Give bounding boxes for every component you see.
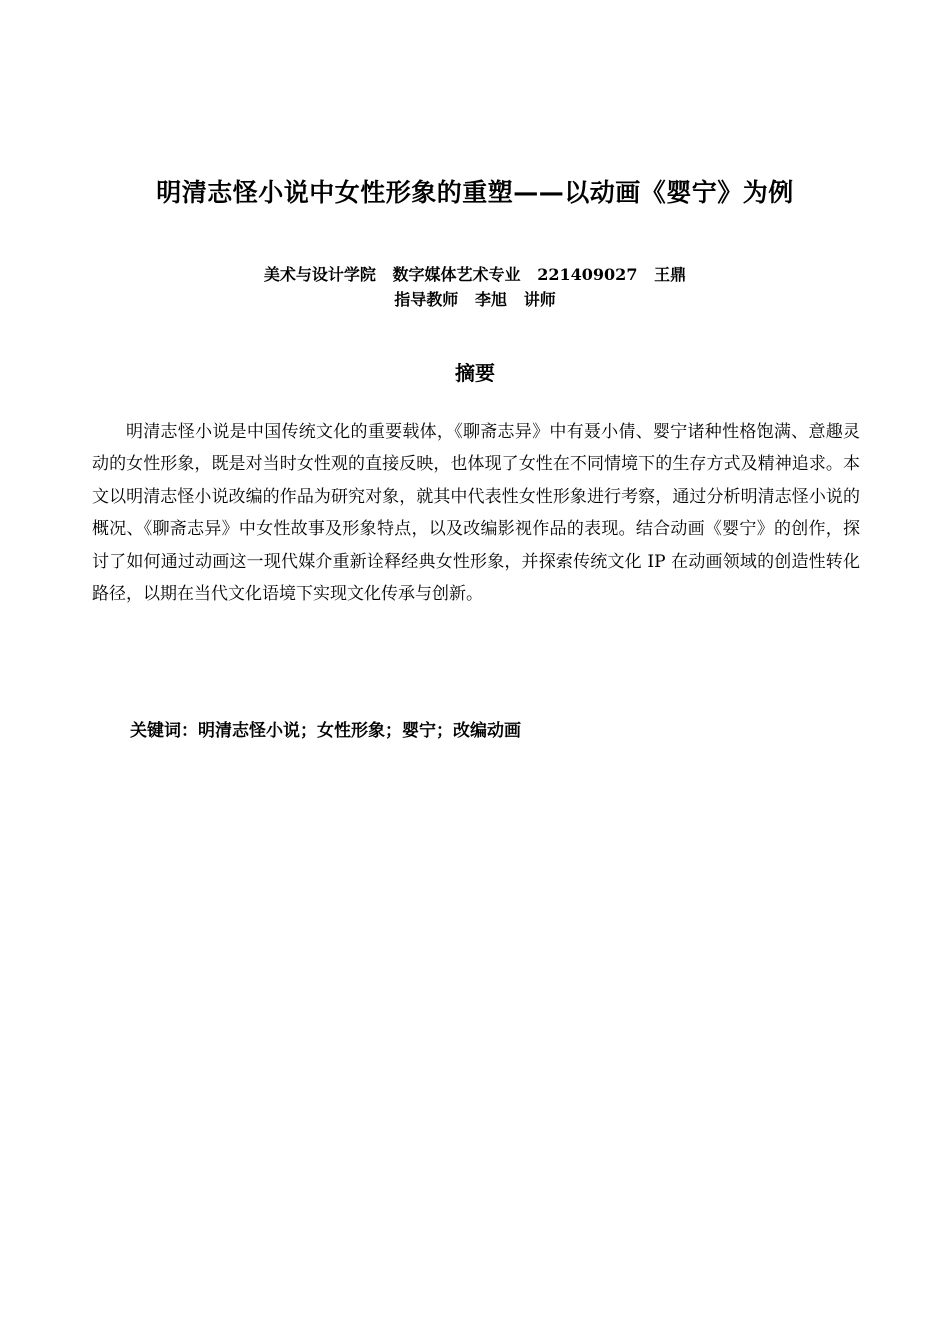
keywords: 关键词：明清志怪小说；女性形象；婴宁；改编动画 bbox=[130, 721, 521, 741]
advisor-line: 指导教师 李旭 讲师 bbox=[394, 290, 556, 309]
abstract-body: 明清志怪小说是中国传统文化的重要载体，《聊斋志异》中有聂小倩、婴宁诸种性格饱满、意趣灵动的女性形象，既是对当时女性观的直接反映，也体现了女性在不同情境下的生存方式及精神追求。本文以明清志怪小说改编的作品为研究对象，就其中代表性女性形象进行考察，通过分析明清志怪小说的概况、《聊斋志异》中女性故事及形象特点，以及改编影视作品的表现。结合动画《婴宁》的创作，探讨了如何通过动画这一现代媒介重新诠释经典女性形象，并探索传统文化 IP 在动画领域的创造性转化路径，以期在当代文化语境下实现文化传承与创新。 bbox=[92, 422, 860, 605]
abstract-heading: 摘要 bbox=[455, 361, 495, 385]
paper-title: 明清志怪小说中女性形象的重塑——以动画《婴宁》为例 bbox=[156, 178, 794, 207]
author-affiliation-line: 美术与设计学院 数字媒体艺术专业 221409027 王鼎 bbox=[263, 265, 687, 284]
